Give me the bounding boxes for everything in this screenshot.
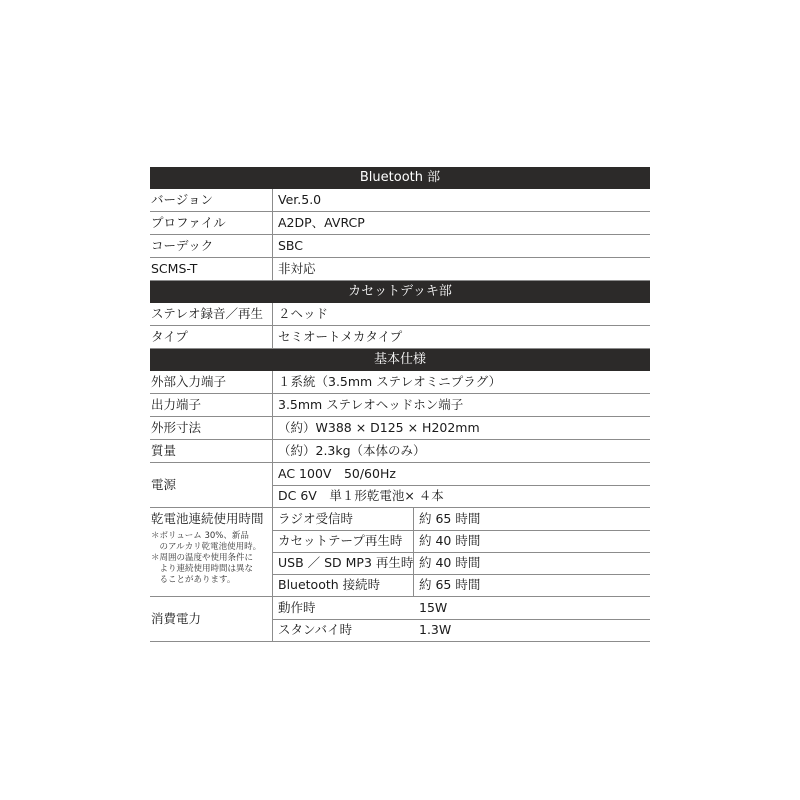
spec-value: AC 100V 50/60Hz <box>278 466 396 481</box>
battery-note: より連続使用時間は異な <box>151 564 254 574</box>
spec-row-scms <box>150 258 650 281</box>
spec-row-recording <box>150 303 650 326</box>
battery-time: 約 40 時間 <box>419 533 481 548</box>
section-header-bluetooth: Bluetooth 部 <box>150 167 650 189</box>
consumption-value: 15W <box>419 600 448 615</box>
spec-label: 消費電力 <box>151 611 202 626</box>
consumption-mode: 動作時 <box>278 600 316 615</box>
spec-label: バージョン <box>151 192 214 207</box>
spec-label: 外形寸法 <box>151 420 202 435</box>
battery-time: 約 65 時間 <box>419 577 481 592</box>
spec-value: SBC <box>278 238 304 253</box>
battery-note: ＊周囲の温度や使用条件に <box>151 553 254 563</box>
consumption-row-standby <box>273 619 650 641</box>
spec-row-version <box>150 189 650 212</box>
power-ac <box>273 463 650 486</box>
spec-value: Ver.5.0 <box>278 192 322 207</box>
battery-mode: ラジオ受信時 <box>278 511 354 526</box>
consumption-row-operating <box>273 597 650 620</box>
consumption-mode: スタンバイ時 <box>278 622 353 637</box>
spec-value: 3.5mm ステレオヘッドホン端子 <box>278 397 464 412</box>
battery-row-bluetooth <box>273 574 650 596</box>
spec-row-dimensions <box>150 417 650 440</box>
battery-note: ＊ボリューム 30%、新品 <box>151 531 249 541</box>
spec-value: （約）2.3kg（本体のみ） <box>278 443 426 458</box>
spec-label: コーデック <box>151 238 214 253</box>
battery-mode: Bluetooth 接続時 <box>278 577 381 592</box>
spec-row-profile <box>150 212 650 235</box>
spec-row-battery-life <box>150 508 650 597</box>
spec-value: 非対応 <box>278 261 316 276</box>
spec-row-type <box>150 326 650 349</box>
spec-label: 外部入力端子 <box>151 374 227 389</box>
battery-note: ることがあります。 <box>151 575 236 585</box>
battery-time: 約 65 時間 <box>419 511 481 526</box>
spec-label: 乾電池連続使用時間 <box>151 511 264 526</box>
spec-row-input <box>150 371 650 394</box>
spec-row-output <box>150 394 650 417</box>
spec-label: 質量 <box>151 443 177 458</box>
power-dc <box>273 485 650 507</box>
spec-value: セミオートメカタイプ <box>278 329 403 344</box>
spec-value: ２ヘッド <box>278 306 329 321</box>
battery-time: 約 40 時間 <box>419 555 481 570</box>
spec-value: DC 6V 単１形乾電池× ４本 <box>278 488 444 503</box>
spec-label: 電源 <box>151 477 177 492</box>
spec-value: １系統（3.5mm ステレオミニプラグ） <box>278 374 502 389</box>
spec-row-weight <box>150 440 650 463</box>
battery-note: のアルカリ乾電池使用時。 <box>151 542 262 552</box>
battery-mode: USB ／ SD MP3 再生時 <box>278 555 414 570</box>
consumption-value: 1.3W <box>419 622 452 637</box>
battery-row-usb-sd <box>273 552 650 575</box>
spec-label: プロファイル <box>151 215 226 230</box>
spec-value: A2DP、AVRCP <box>278 215 365 230</box>
section-header-cassette: カセットデッキ部 <box>150 281 650 303</box>
battery-row-radio <box>273 508 650 531</box>
spec-table <box>150 167 650 642</box>
spec-row-power <box>150 463 650 508</box>
spec-value: （約）W388 × D125 × H202mm <box>278 420 480 435</box>
spec-row-codec <box>150 235 650 258</box>
spec-label: ステレオ録音／再生 <box>151 306 264 321</box>
spec-label: タイプ <box>151 329 188 344</box>
spec-row-consumption <box>150 597 650 642</box>
battery-row-cassette <box>273 530 650 553</box>
battery-mode: カセットテープ再生時 <box>278 533 403 548</box>
spec-label: 出力端子 <box>151 397 202 412</box>
spec-label: SCMS-T <box>151 261 198 276</box>
section-header-basic: 基本仕様 <box>150 349 650 371</box>
